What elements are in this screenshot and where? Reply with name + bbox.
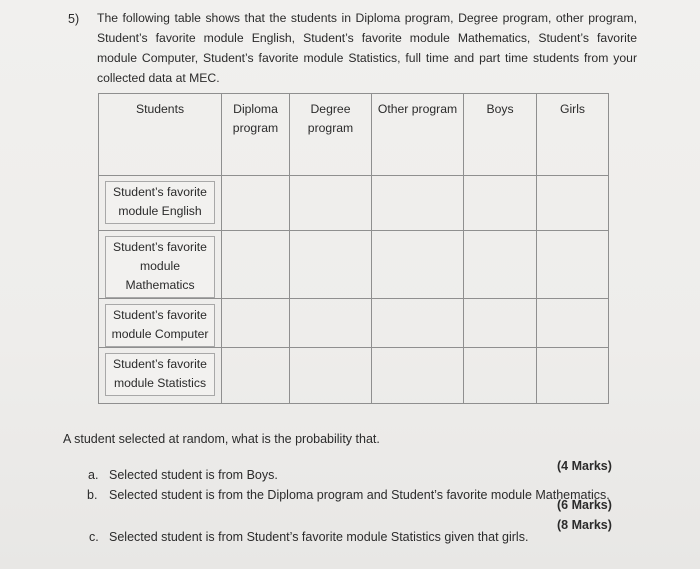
- row-label-cell: [99, 348, 222, 404]
- table-cell: [222, 299, 290, 348]
- header-other-program: Other program: [372, 94, 464, 176]
- table-cell: [222, 348, 290, 404]
- table-cell: [537, 299, 609, 348]
- row-label-cell: [99, 231, 222, 299]
- part-b-text: Selected student is from the Diploma program and Student’s favorite module Mathematics.: [109, 488, 610, 502]
- part-a-letter: a.: [88, 468, 99, 482]
- part-a-marks: (4 Marks): [557, 459, 612, 473]
- table-cell: [537, 231, 609, 299]
- header-degree-program: Degree program: [290, 94, 372, 176]
- table-row: [99, 348, 609, 404]
- question-text: The following table shows that the students in Diploma program, Degree program, other program, Student’s favorite module English, Student’s favorite module Mathematics, Student’s favorite module Computer, Student’s favorite module Statistics, full time and part time students from your collected data at MEC.: [97, 11, 637, 85]
- table-cell: [372, 176, 464, 231]
- part-b-marks: (6 Marks): [557, 498, 612, 512]
- table-header-row: [99, 94, 609, 176]
- table-row: [99, 231, 609, 299]
- table-cell: [222, 231, 290, 299]
- table-cell: [290, 231, 372, 299]
- table-cell: [372, 299, 464, 348]
- row-label-mathematics: Student’s favorite module Mathematics: [105, 236, 215, 298]
- table-cell: [290, 299, 372, 348]
- table-row: [99, 176, 609, 231]
- row-label-statistics: Student’s favorite module Statistics: [105, 353, 215, 396]
- probability-prompt: A student selected at random, what is the probability that.: [63, 432, 380, 446]
- part-c-text: Selected student is from Student’s favorite module Statistics given that girls.: [109, 530, 529, 544]
- table-cell: [464, 231, 537, 299]
- header-girls: Girls: [537, 94, 609, 176]
- table-row: [99, 299, 609, 348]
- header-students: Students: [99, 94, 222, 176]
- data-table: [98, 93, 609, 404]
- row-label-english: Student’s favorite module English: [105, 181, 215, 224]
- header-diploma-program: Diploma program: [222, 94, 290, 176]
- table-cell: [290, 348, 372, 404]
- table-cell: [372, 348, 464, 404]
- row-label-cell: [99, 299, 222, 348]
- table-cell: [464, 299, 537, 348]
- table-cell: [290, 176, 372, 231]
- table-cell: [464, 348, 537, 404]
- part-a-text: Selected student is from Boys.: [109, 468, 278, 482]
- question-number: 5): [68, 12, 80, 26]
- row-label-computer: Student’s favorite module Computer: [105, 304, 215, 347]
- table-cell: [464, 176, 537, 231]
- table-cell: [372, 231, 464, 299]
- table-cell: [537, 176, 609, 231]
- row-label-cell: [99, 176, 222, 231]
- table-cell: [537, 348, 609, 404]
- part-c-letter: c.: [89, 530, 99, 544]
- part-c-marks: (8 Marks): [557, 518, 612, 532]
- header-boys: Boys: [464, 94, 537, 176]
- part-b-letter: b.: [87, 488, 98, 502]
- table-cell: [222, 176, 290, 231]
